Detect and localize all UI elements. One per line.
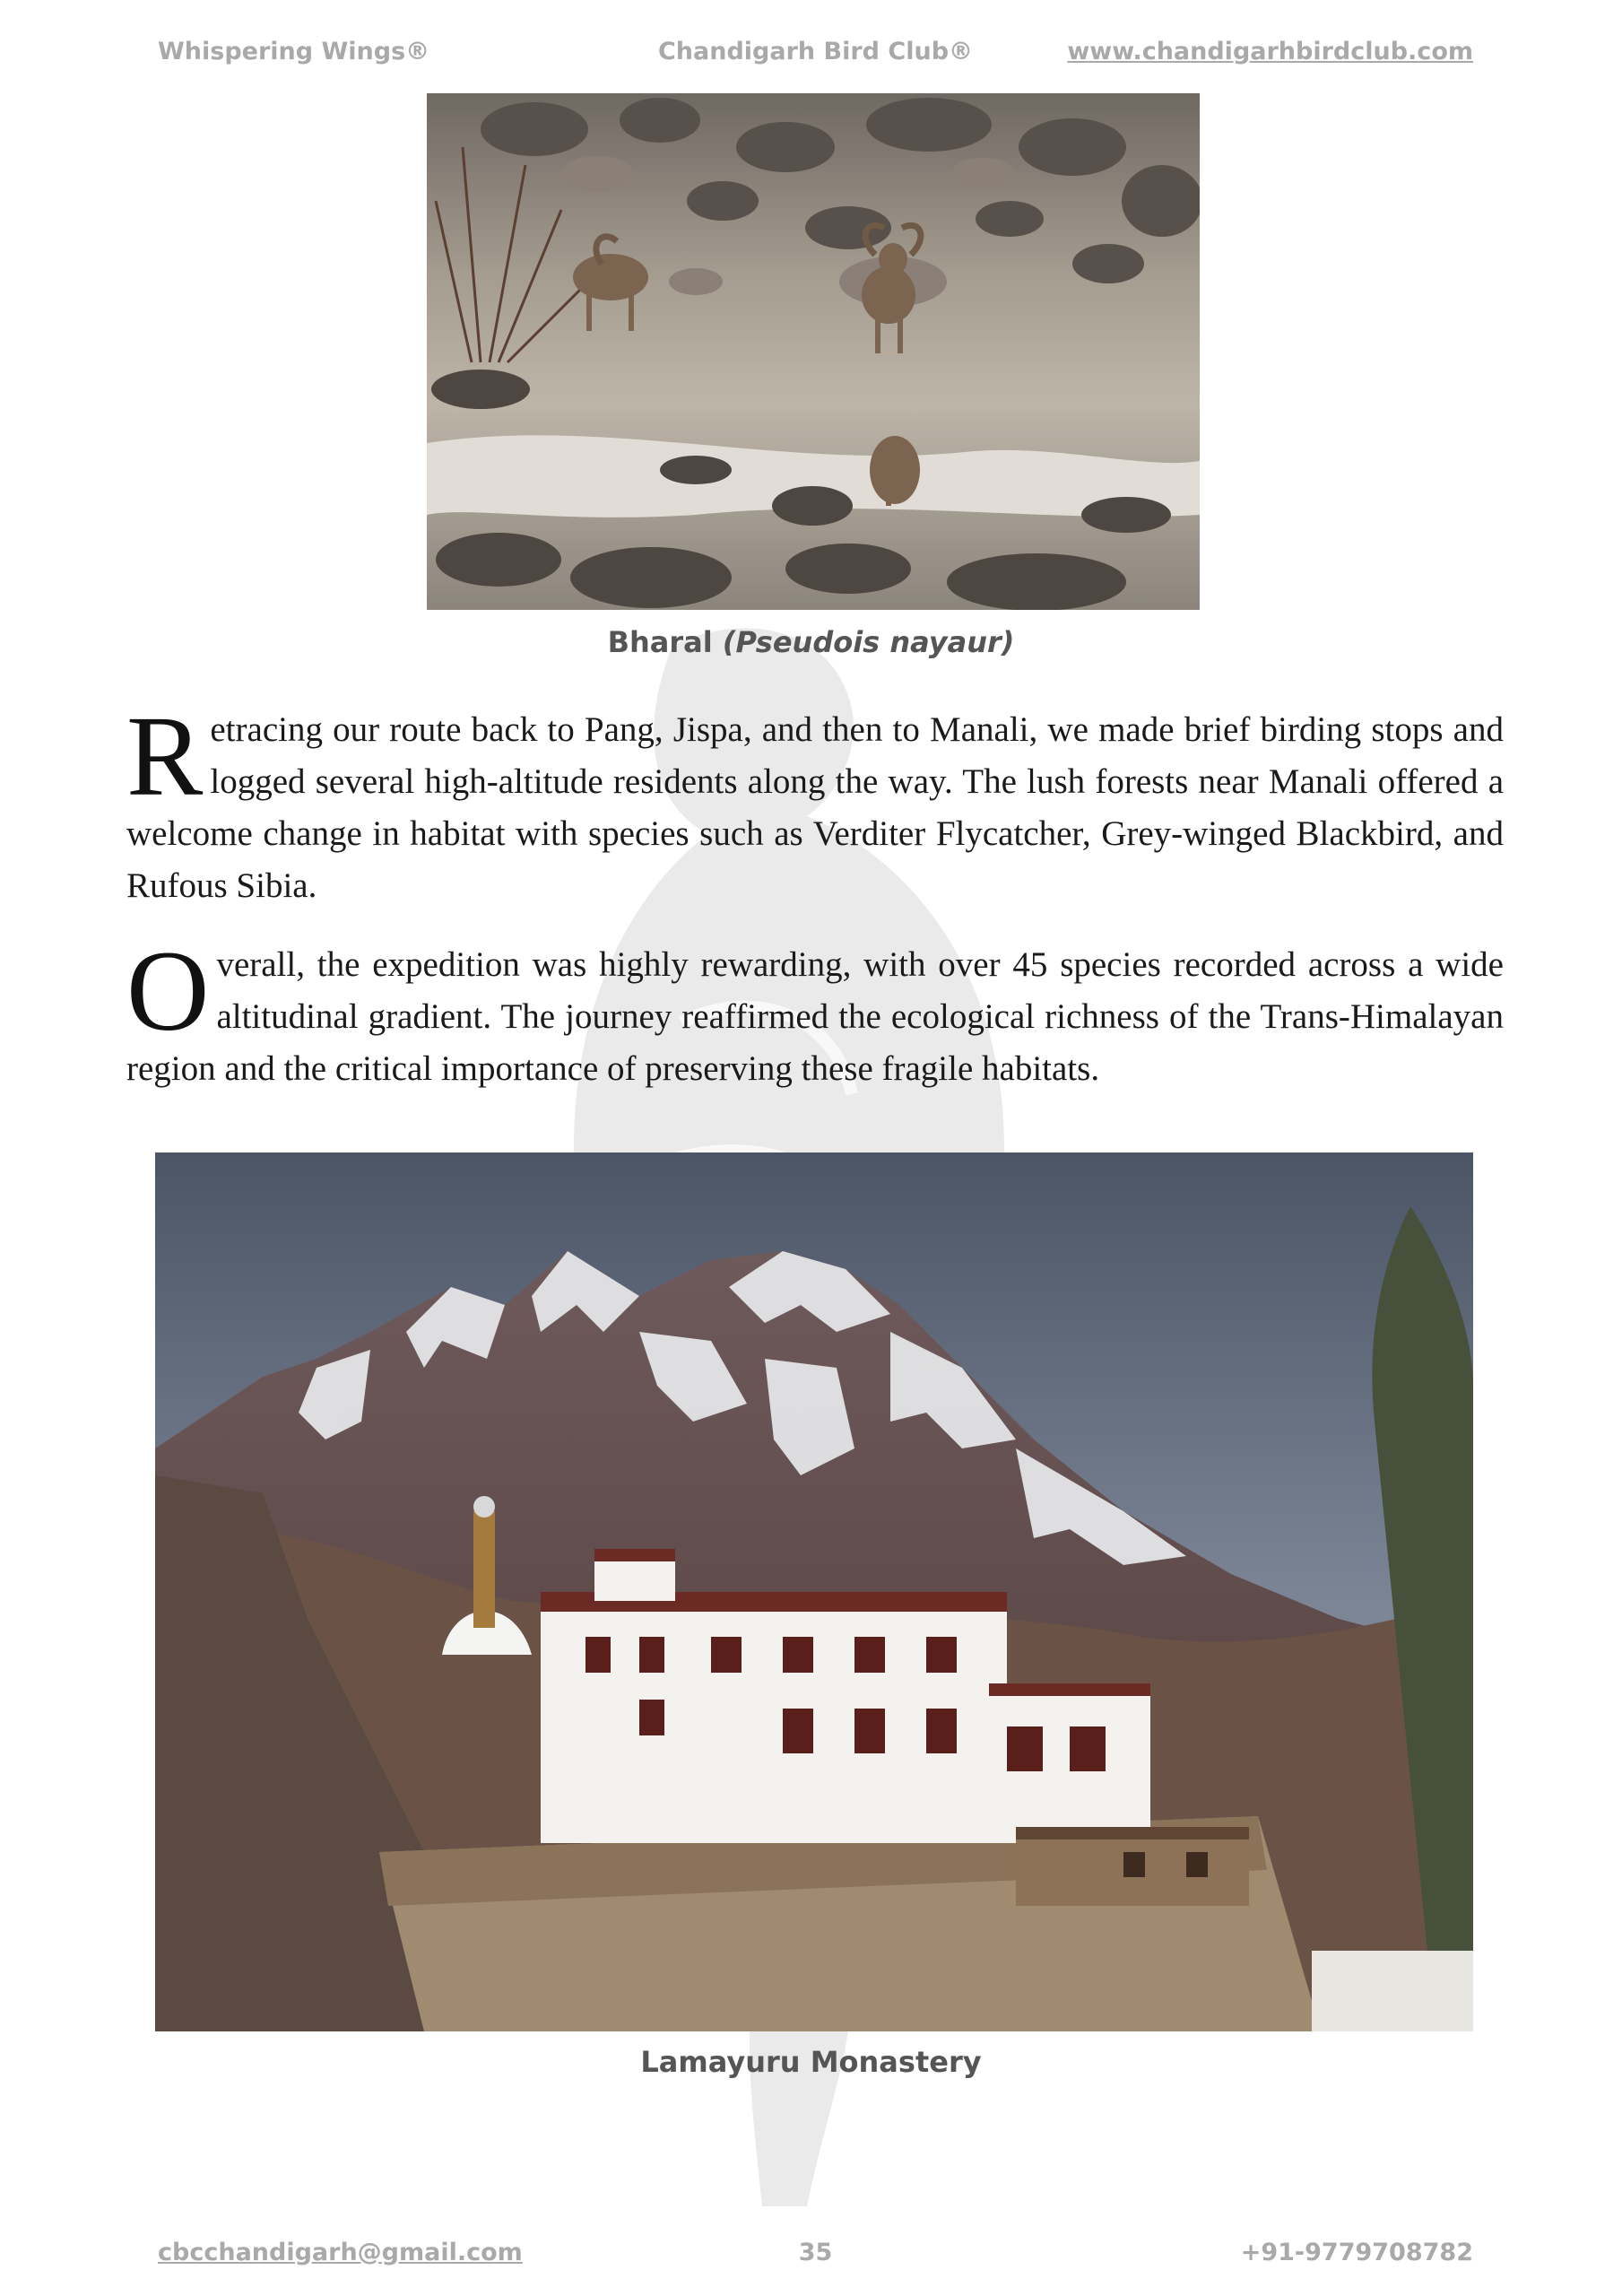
paragraph-text: verall, the expedition was highly rewarding, with over 45 species recorded across a wide altitudinal gradient. The journey reaffirmed the ecological richness of the Trans-Himalayan region and the critical importance of preserving these fragile habitats. (126, 945, 1504, 1088)
bharal-caption (0, 625, 1622, 659)
monastery-photo (155, 1152, 1473, 2031)
bharal-photo (427, 93, 1200, 610)
contact-phone: +91-9779708782 (1240, 2239, 1473, 2266)
paragraph-summary (126, 927, 1504, 1095)
paragraph-return-route (126, 692, 1504, 912)
caption-scientific-name: (Pseudois nayaur) (722, 625, 1015, 659)
monastery-caption: Lamayuru Monastery (640, 2045, 982, 2079)
contact-email[interactable]: cbcchandigarh@gmail.com (158, 2239, 523, 2266)
page-number: 35 (798, 2239, 833, 2266)
drop-cap: O (126, 927, 210, 1055)
paragraph-text: etracing our route back to Pang, Jispa, and then to Manali, we made brief birding stops and logged several high-altitude residents along the way. The lush forests near Manali offered a welcome change in habitat with species such as Verditer Flycatcher, Grey-winged Blackbird, and Rufous Sibia. (126, 710, 1504, 905)
page-header (158, 38, 1473, 65)
website-link[interactable]: www.chandigarhbirdclub.com (1067, 38, 1473, 65)
caption-common-name: Bharal (607, 625, 713, 659)
page-footer (158, 2239, 1473, 2266)
drop-cap: R (126, 692, 204, 820)
magazine-title: Whispering Wings® (158, 38, 430, 65)
club-name: Chandigarh Bird Club® (657, 38, 974, 65)
